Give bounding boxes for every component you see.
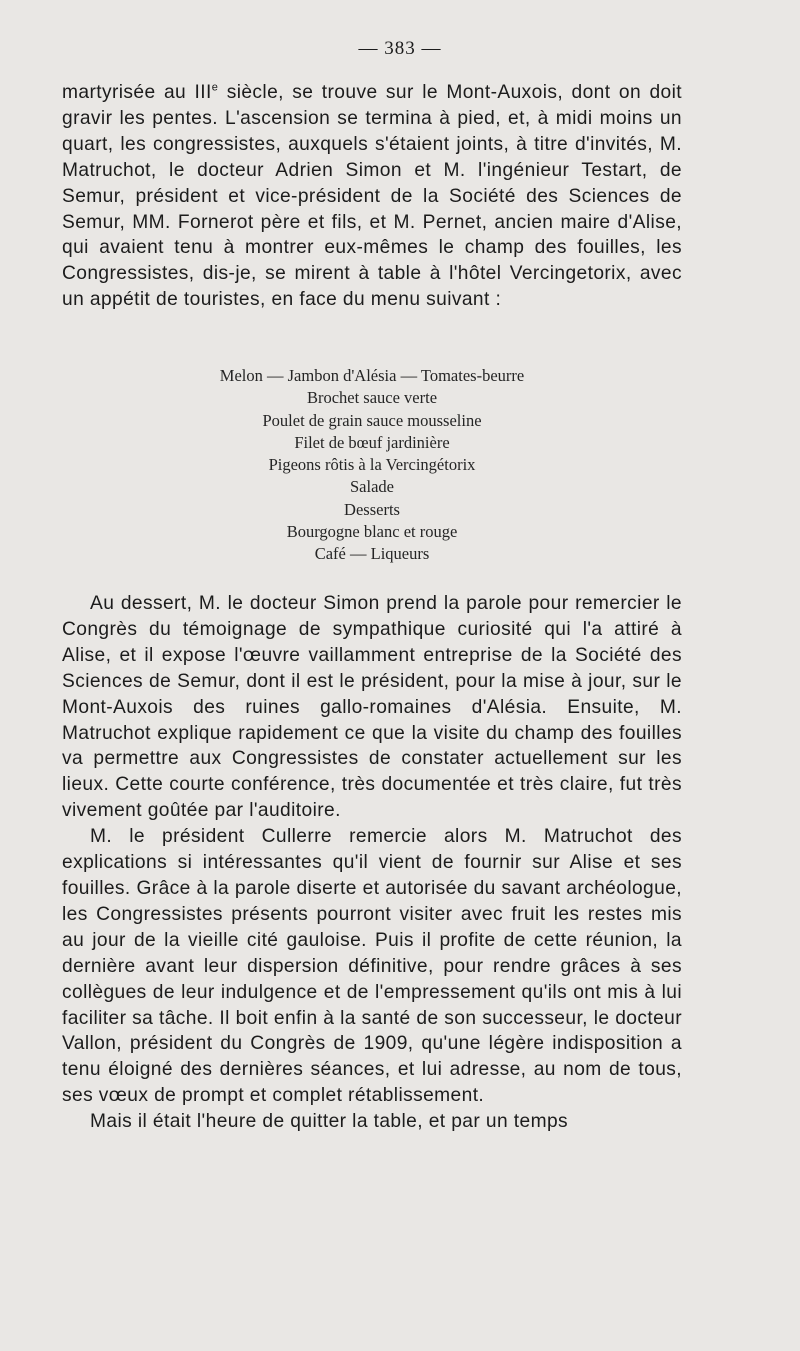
paragraph-4: Mais il était l'heure de quitter la table, et par un temps <box>90 1111 569 1133</box>
menu-item: Brochet sauce verte <box>306 388 438 408</box>
menu-item: Filet de bœuf jardinière <box>294 432 450 452</box>
menu-item: Café — Liqueurs <box>314 544 430 564</box>
century-numeral: III <box>194 82 212 103</box>
paragraph-2: Au dessert, M. le docteur Simon prend la parole pour remercier le Congrès du témoignage de sympathique curiosité qui l'a attiré à Alise, et il expose l'œuvre vaillamment entreprise de la Société des Sciences de Semur, dont il est le président, pour la mise à jour, sur le Mont-Auxois des ruines gallo-romaines d'Alésia. Ensuite, M. Matruchot explique rapidement ce que la visite du champ des fouilles va permettre aux Congressistes de constater actuellement sur les lieux. Cette courte conférence, très documentée et très claire, fut très vivement goûtée par l'auditoire. <box>62 593 682 822</box>
paragraph-1-rest: siècle, se trouve sur le Mont-Auxois, dont on doit gravir les pentes. L'ascension se termina à pied, et, à midi moins un quart, les congressistes, auxquels s'étaient joints, à titre d'invités, M. Matruchot, le docteur Adrien Simon et M. l'ingénieur Testart, de Semur, président et vice-président de la Société des Sciences de Semur, MM. Fornerot père et fils, et M. Pernet, ancien maire d'Alise, qui avaient tenu à montrer eux-mêmes le champ des fouilles, les Congressistes, dis-je, se mirent à table à l'hôtel Vercingetorix, avec un appétit de touristes, en face du menu suivant : <box>62 82 682 311</box>
paragraph-1-start: martyrisée au <box>62 82 195 103</box>
menu-item: Salade <box>350 477 394 497</box>
paragraph-3: M. le président Cullerre remercie alors M. Matruchot des explications si intéressantes qu'il vient de fournir sur Alise et ses fouilles. Grâce à la parole diserte et autorisée du savant archéologue, les Congressistes présents pourront visiter avec fruit les restes mis au jour de la vieille cité gauloise. Puis il profite de cette réunion, la dernière avant leur dispersion définitive, pour rendre grâces à ses collègues de leur indulgence et de l'empressement qu'ils ont mis à lui faciliter sa tâche. Il boit enfin à la santé de son successeur, le docteur Vallon, président du Congrès de 1909, qu'une légère indisposition a tenu éloigné des dernières séances, et lui adresse, au nom de tous, ses vœux de prompt et complet rétablissement. <box>62 826 682 1107</box>
menu-item: Pigeons rôtis à la Vercingétorix <box>268 455 476 475</box>
menu-item: Bourgogne blanc et rouge <box>286 522 458 542</box>
body-text-bottom <box>62 591 682 1135</box>
century-superscript: e <box>211 81 219 94</box>
menu-item: Poulet de grain sauce mousseline <box>262 410 482 430</box>
page-number: — 383 — <box>358 38 442 59</box>
paragraph-1 <box>62 80 682 313</box>
menu-list <box>62 365 682 566</box>
body-text-top <box>62 80 682 313</box>
menu-item: Desserts <box>344 499 400 519</box>
menu-item: Melon — Jambon d'Alésia — Tomates-beurre <box>219 366 525 385</box>
